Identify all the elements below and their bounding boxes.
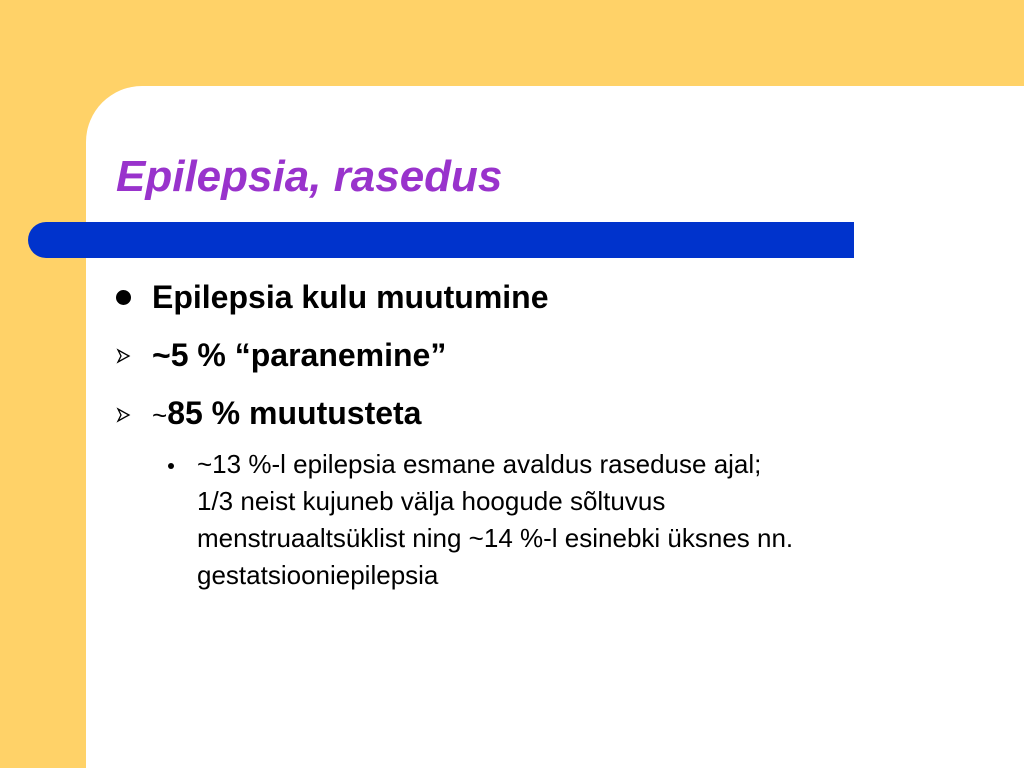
slide-title: Epilepsia, rasedus <box>116 152 503 201</box>
arrow-bullet-icon <box>116 407 132 423</box>
arrow-bullet-icon <box>116 348 132 364</box>
sub-list-item-line: ~13 %-l epilepsia esmane avaldus raseduse ajal; <box>197 449 762 479</box>
list-item-2: ~5 % “paranemine” <box>152 337 447 373</box>
title-underline-bar <box>28 222 854 258</box>
list-item-3 <box>152 394 421 434</box>
bullet-dot-icon <box>116 290 131 305</box>
sub-list-item-line: gestatsiooniepilepsia <box>197 560 439 590</box>
sub-list-item-line: menstruaaltsüklist ning ~14 %-l esinebki üksnes nn. <box>197 523 794 553</box>
small-bullet-icon <box>168 463 174 469</box>
list-item-3-label: 85 % muutusteta <box>167 395 422 431</box>
list-item-3-prefix: ~ <box>152 400 168 430</box>
sub-list-item <box>197 446 997 594</box>
list-item-1: Epilepsia kulu muutumine <box>152 279 549 315</box>
sub-list-item-line: 1/3 neist kujuneb välja hoogude sõltuvus <box>197 486 666 516</box>
